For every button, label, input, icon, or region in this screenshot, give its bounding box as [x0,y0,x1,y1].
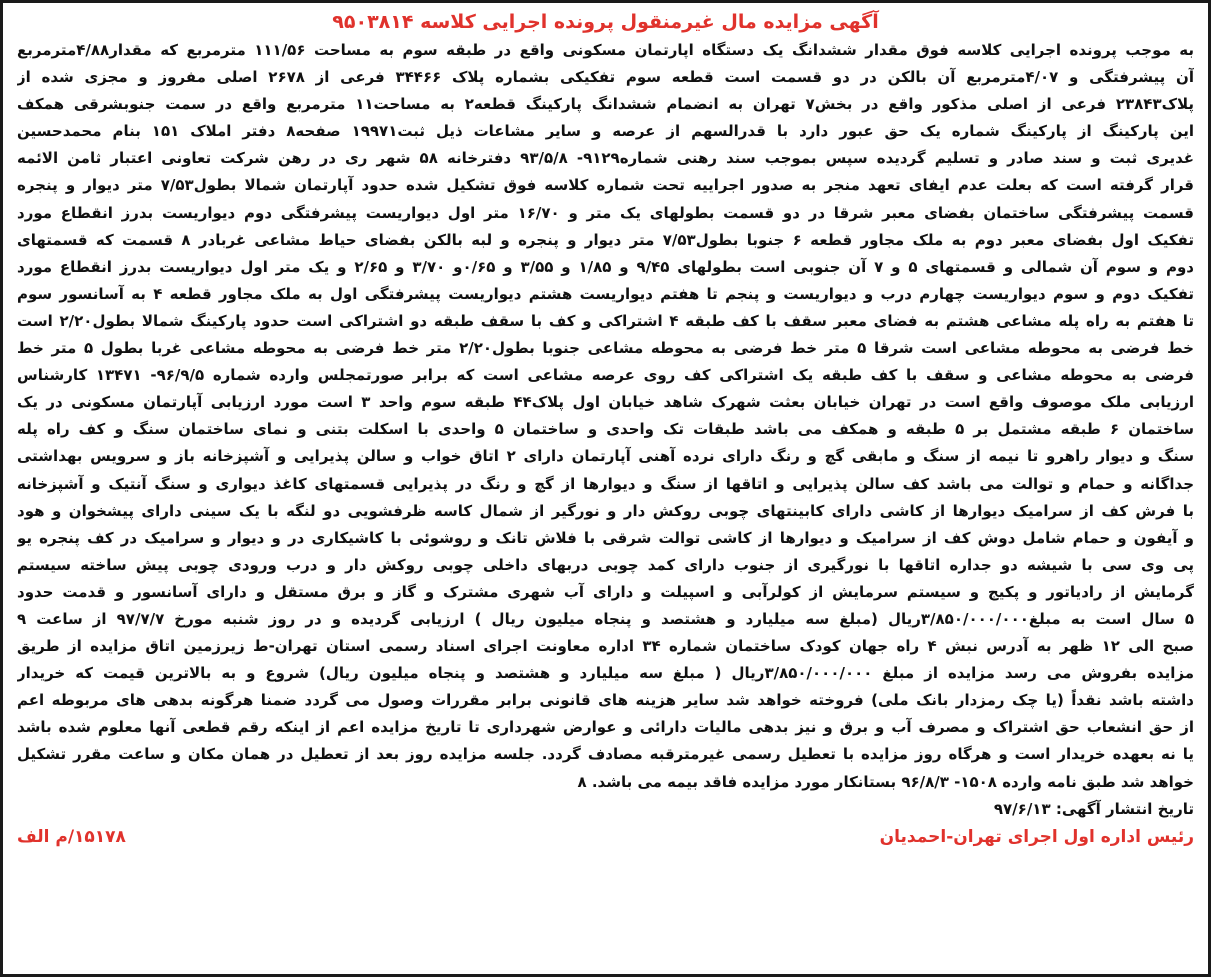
body-line: صبح الی ۱۲ ظهر به آدرس نبش ۴ راه جهان کودک ساختمان شماره ۳۴ اداره معاونت اجرای اسناد رسمی استان تهران-ط زیرزمین اتاق مزایده از طریق [17,637,1194,656]
body-line: پلاک۲۳۸۴۳ فرعی از اصلی مذکور واقع در بخش۷ تهران به انضمام ششدانگ پارکینگ قطعه۲ به مساحت۱۱ مترمربع واقع در سمت جنوبشرقی همکف [17,95,1194,114]
notice-body [17,37,1194,796]
body-line: تفکیک اول بفضای معبر دوم به ملک مجاور قطعه ۶ جنوبا بطول۷/۵۳ متر دیوار و پنجره و لبه بالکن بفضای حیاط مشاعی غربادر ۸ قسمت که قسمتهای [17,230,1194,249]
reference-number: ۱۵۱۷۸/م الف [17,826,126,847]
body-line: از حق انشعاب حق اشتراک و مصرف آب و برق و نیز بدهی مالیات دارائی و عوارض شهرداری تا تاریخ مزایده اعم از اینکه رقم قطعی آنها معلوم شده باشد [17,718,1194,737]
body-line: جداگانه و حمام و توالت می باشد کف سالن پذیرایی و اتاقها از سنگ و دیوارها از گچ و رنگ در پذیرایی قسمتهای کاغذ دیواری و سنگ آنتیک و آشپزخانه [17,474,1194,493]
body-line: این پارکینگ از پارکینگ شماره یک حق عبور دارد با قدرالسهم از عرصه و سایر مشاعات ذیل ثبت۱۹۹۷۱ صفحه۸ دفتر املاک ۱۵۱ بنام محمدحسین [17,122,1194,141]
body-line: ارزیابی ملک موصوف واقع است در تهران خیابان بعثت شهرک شاهد خیابان اول پلاک۴۴ طبقه سوم واحد ۳ است مورد ارزیابی آپارتمان مسکونی در یک [17,393,1194,412]
body-line: ساختمان ۶ طبقه مشتمل بر ۵ طبقه و همکف می باشد طبقات تک واحدی و ساختمان ۵ واحدی با اسکلت بتنی و نمای ساختمان سنگ و کف راه پله [17,420,1194,439]
body-line: گرمایش از رادیاتور و پکیج و سیستم سرمایش از کولرآبی و اسپیلت و دارای آب شهری مشترک و گاز و برق مستقل و دارای آسانسور و قدمت حدود [17,582,1194,601]
body-line: با فرش کف از سرامیک دیوارها از کاشی دارای کابینتهای چوبی روکش دار و نورگیر از شمال کاسه ظرفشویی دو لنگه با یک سینی دارای پیشخوان و هود [17,501,1194,520]
body-line: مزایده بفروش می رسد مزایده از مبلغ ۳/۸۵۰/۰۰۰/۰۰۰ریال ( مبلغ سه میلیارد و هشتصد و پنجاه میلیون ریال) شروع و به بالاترین قیمت که خریدار [17,664,1194,683]
body-line: قسمت پیشرفتگی ساختمان بفضای معبر شرقا در دو قسمت بطولهای یک متر و ۱۶/۷۰ متر اول دیواریست پیشرفتگی دوم دیواریست بدرز انقطاع مورد [17,203,1194,222]
notice-title: آگهی مزایده مال غیرمنقول پرونده اجرایی کلاسه ۹۵۰۳۸۱۴ [332,11,879,33]
publish-date: تاریخ انتشار آگهی: ۹۷/۶/۱۳ [993,799,1194,818]
body-line: غدیری ثبت و سند صادر و تسلیم گردیده سپس بموجب سند رهنی شماره۹۱۲۹- ۹۳/۵/۸ دفترخانه ۵۸ شهر ری در رهن شرکت تعاونی اعتبار ثامن الائمه [17,149,1194,168]
body-line: فرضی به محوطه مشاعی و سقف با کف طبقه یک اشتراکی کف روی عرصه مشاعی است که برابر صورتمجلس وارده شماره ۹۶/۹/۵- ۱۳۴۷۱ کارشناس [17,366,1194,385]
body-line: یا نه بعهده خریدار است و هرگاه روز مزایده با تعطیل رسمی غیرمترقبه مصادف گردد. جلسه مزایده روز بعد از تعطیل در همان مکان و ساعت مقرر تشکیل [17,745,1194,764]
body-line: پی وی سی با شیشه دو جداره اتاقها با نورگیری از جنوب دارای کمد چوبی دربهای داخلی چوبی روکش دار و درب ورودی چوبی پیش ساخته سیستم [17,555,1194,574]
body-line: تفکیک دوم و سوم دیواریست چهارم درب و دیواریست و پنجم تا هفتم دیواریست هشتم دیواریست پیشرفتگی اول به ملک مجاور قطعه ۴ به آسانسور سوم [17,284,1194,303]
body-line: خط فرضی به محوطه مشاعی است شرقا ۵ متر خط فرضی به محوطه مشاعی جنوبا بطول۲/۲۰ متر خط فرضی به محوطه مشاعی غربا بطول ۵ متر خط [17,339,1194,358]
signature-line: رئیس اداره اول اجرای تهران-احمدیان [879,826,1194,847]
notice-footer [17,823,1194,851]
body-line: قرار گرفته است که بعلت عدم ایفای تعهد منجر به صدور اجراییه تحت شماره کلاسه فوق تشکیل شده حدود آپارتمان شمالا بطول۷/۵۳ متر دیوار و پنجره [17,176,1194,195]
body-line: آن پیشرفتگی و ۴/۰۷مترمربع آن بالکن در دو قسمت است قطعه سوم تفکیکی بشماره پلاک ۳۴۴۶۶ فرعی از ۲۶۷۸ اصلی مفروز و مجزی شده از [17,68,1194,87]
body-line: به موجب پرونده اجرایی کلاسه فوق مقدار ششدانگ یک دستگاه اپارتمان مسکونی واقع در طبقه سوم به مساحت ۱۱۱/۵۶ مترمربع که مقدار۴/۸۸مترمربع [17,41,1194,59]
body-line: تا هفتم به راه پله مشاعی هشتم به فضای معبر سقف با کف طبقه ۴ اشتراکی و کف با سقف طبقه دو اشتراکی است حدود پارکینگ شمالا بطول۲/۲۰ است [17,311,1194,330]
body-line: دوم و سوم آن شمالی و قسمتهای ۵ و ۷ آن جنوبی است بطولهای ۹/۴۵ و ۱/۸۵ و ۳/۵۵ و ۰/۶۵و ۳/۷۰ و ۲/۶۵ و یک متر اول دیواریست بدرز انقطاع مورد [17,257,1194,276]
body-line: سنگ و دیوار راهرو تا نیمه از سنگ و مابقی گچ و رنگ دارای نرده آهنی آپارتمان دارای ۲ اتاق خواب و سالن پذیرایی و آشپزخانه باز و سرویس بهداشتی [17,447,1194,466]
body-line: داشته باشد نقداً (یا چک رمزدار بانک ملی) فروخته خواهد شد سایر هزینه های قانونی برابر مقررات وصول می گردد ضمنا هرگونه بدهی های مربوطه اعم [17,691,1194,710]
body-line: و آیفون و حمام شامل دوش کف از سرامیک و دیوارها از کاشی توالت شرقی با فلاش تانک و روشوئی با کاشیکاری در و دیوار و سرامیک در کف پنجره یو [17,528,1194,547]
body-line: خواهد شد طبق نامه وارده ۱۵۰۸- ۹۶/۸/۳ بستانکار مورد مزایده فاقد بیمه می باشد. ۸ [577,772,1194,791]
body-line: ۵ سال است به مبلغ۳/۸۵۰/۰۰۰/۰۰۰ریال (مبلغ سه میلیارد و هشتصد و پنجاه میلیون ریال ) ارزیابی گردیده و در روز شنبه مورخ ۹۷/۷/۷ از ساعت ۹ [17,609,1194,628]
